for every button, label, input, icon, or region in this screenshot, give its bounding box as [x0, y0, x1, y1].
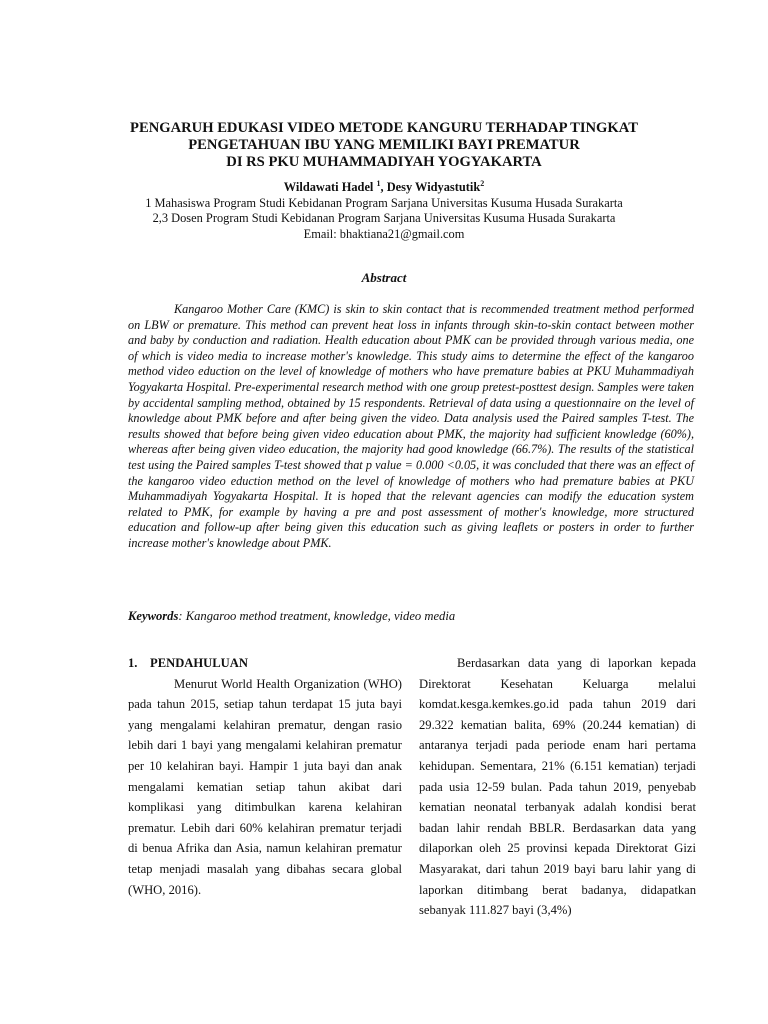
title-line-1: PENGARUH EDUKASI VIDEO METODE KANGURU TERHADAP TINGKAT [130, 120, 638, 136]
author-2-name: , Desy Widyastutik [380, 180, 481, 194]
author-block [100, 180, 668, 242]
abstract-heading: Abstract [361, 270, 407, 285]
author-names [100, 180, 668, 196]
author-2-affiliation-mark: 2 [480, 179, 485, 188]
keywords-label: Keywords [128, 609, 179, 623]
keywords-text: : Kangaroo method treatment, knowledge, video media [178, 609, 456, 623]
section-title: PENDAHULUAN [150, 656, 248, 670]
abstract-text: Kangaroo Mother Care (KMC) is skin to skin contact that is recommended treatment method performed on LBW or premature. This method can prevent heat loss in infants through skin-to-skin contact between mother and baby by conduction and radiation. Health education about PMK can be provided through various media, one of which is video media to increase mother's knowledge. This study aims to determine the effect of the kangaroo method video eduction on the level of knowledge of mothers who have premature babies at PKU Muhammadiyah Yogyakarta Hospital. Pre-experimental research method with one group pretest-posttest design. Samples were taken by accidental sampling method, obtained by 15 respondents. Retrieval of data using a questionnaire on the level of knowledge about PMK before and after being given the video. Data analysis used the Paired samples T-test. The results showed that before being given video education about PMK, the majority had sufficient knowledge (60%), whereas after being given video education, the majority had good knowledge (66.7%). The results of the statistical test using the Paired samples T-test showed that p value = 0.000 <0.05, it was concluded that there was an effect of the kangaroo video eduction method on the level of knowledge of mothers who had premature babies at PKU Muhammadiyah Yogyakarta Hospital. It is hoped that the relevant agencies can modify the education system related to PMK, for example by having a pre and post assessment of mother's knowledge, more structured education and follow-up after being given this education such as giving leaflets or posters in order to further increase mother's knowledge about PMK. [128, 302, 694, 550]
title-line-3: DI RS PKU MUHAMMADIYAH YOGYAKARTA [226, 154, 542, 170]
author-1-affiliation-mark: 1 [376, 179, 381, 188]
keywords-line [128, 608, 694, 624]
author-1-name: Wildawati Hadel [283, 180, 374, 194]
affiliation-1: 1 Mahasiswa Program Studi Kebidanan Program Sarjana Universitas Kusuma Husada Surakarta [145, 195, 623, 210]
paper-title [100, 120, 668, 171]
intro-paragraph-right: Berdasarkan data yang di laporkan kepada Direktorat Kesehatan Keluarga melalui komdat.kesga.kemkes.go.id pada tahun 2019 dari 29.322 kematian balita, 69% (20.244 kematian) di antaranya terjadi pada periode enam hari pertama kehidupan. Sementara, 21% (6.151 kematian) terjadi pada usia 12-59 bulan. Pada tahun 2019, penyebab kematian neonatal terbanyak adalah kondisi berat badan lahir rendah BBLR. Berdasarkan data yang dilaporkan oleh 25 provinsi kepada Direktorat Gizi Masyarakat, dari tahun 2019 bayi baru lahir yang di laporkan ditimbang berat badanya, didapatkan sebanyak 111.827 bayi (3,4%) [419, 656, 696, 918]
right-column [419, 653, 696, 921]
section-heading [128, 653, 402, 674]
section-number: 1. [128, 656, 138, 670]
affiliation-2: 2,3 Dosen Program Studi Kebidanan Program Sarjana Universitas Kusuma Husada Surakarta [152, 211, 616, 225]
author-email: Email: bhaktiana21@gmail.com [303, 226, 465, 241]
left-column [128, 653, 402, 900]
title-line-2: PENGETAHUAN IBU YANG MEMILIKI BAYI PREMATUR [188, 137, 580, 153]
intro-paragraph-left: Menurut World Health Organization (WHO) pada tahun 2015, setiap tahun terdapat 15 juta bayi yang mengalami kelahiran prematur, dengan rasio lebih dari 1 bayi yang mengalami kelahiran prematur per 10 kelahiran bayi. Hampir 1 juta bayi dan anak mengalami kematian setiap tahun akibat dari komplikasi yang ditimbulkan karena kelahiran prematur. Lebih dari 60% kelahiran prematur terjadi di benua Afrika dan Asia, namun kelahiran prematur tetap menjadi masalah yang dibahas secara global (WHO, 2016). [128, 676, 402, 897]
